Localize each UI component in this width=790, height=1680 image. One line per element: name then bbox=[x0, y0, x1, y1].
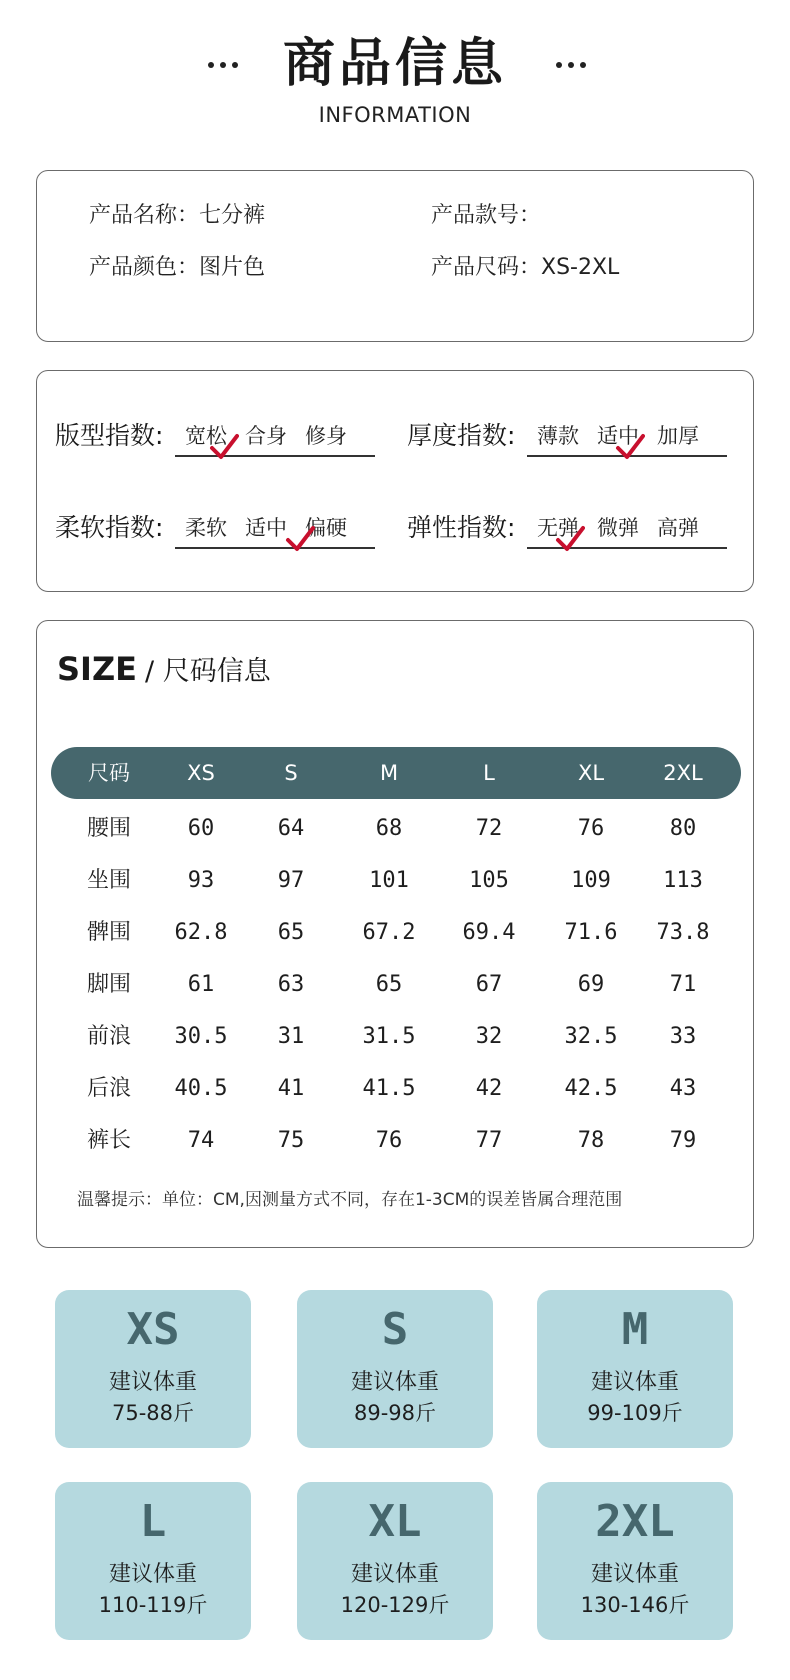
elasticity-index bbox=[407, 507, 737, 553]
table-cell: 76 bbox=[375, 1128, 403, 1153]
table-cell: 61 bbox=[187, 972, 215, 997]
table-cell: 32 bbox=[475, 1024, 503, 1049]
table-row bbox=[37, 907, 755, 959]
table-cell: 109 bbox=[571, 868, 611, 893]
table-cell: 101 bbox=[369, 868, 409, 893]
table-cell: 79 bbox=[669, 1128, 697, 1153]
weight-card bbox=[537, 1290, 733, 1448]
size-title-cn: / 尺码信息 bbox=[145, 656, 271, 687]
table-cell: 73.8 bbox=[656, 920, 710, 945]
product-style-number: 产品款号： bbox=[431, 203, 542, 228]
checkmark-icon bbox=[209, 433, 239, 461]
card-weight-range: 99-109斤 bbox=[587, 1401, 683, 1425]
table-cell: 30.5 bbox=[174, 1024, 228, 1049]
table-row bbox=[37, 855, 755, 907]
card-weight-caption: 建议体重 bbox=[350, 1562, 439, 1587]
thickness-index bbox=[407, 415, 737, 461]
thickness-index-label: 厚度指数: bbox=[407, 421, 516, 450]
header-cell: XL bbox=[577, 761, 605, 785]
table-cell: 41 bbox=[277, 1076, 305, 1101]
table-cell: 33 bbox=[669, 1024, 697, 1049]
table-cell: 80 bbox=[669, 816, 697, 841]
card-size-label: XS bbox=[126, 1304, 180, 1355]
table-cell: 69.4 bbox=[462, 920, 516, 945]
weight-card bbox=[297, 1290, 493, 1448]
header-cell: XS bbox=[187, 761, 215, 785]
table-cell: 69 bbox=[577, 972, 605, 997]
checkmark-icon bbox=[555, 525, 585, 553]
table-cell: 93 bbox=[187, 868, 215, 893]
fit-option-loose: 宽松 bbox=[185, 424, 227, 448]
row-label: 脚围 bbox=[86, 972, 132, 997]
table-cell: 72 bbox=[475, 816, 503, 841]
card-weight-caption: 建议体重 bbox=[590, 1370, 679, 1395]
table-row bbox=[37, 1115, 755, 1167]
header-cell: S bbox=[284, 761, 298, 785]
card-size-label: S bbox=[381, 1304, 409, 1355]
table-cell: 31.5 bbox=[362, 1024, 416, 1049]
card-weight-caption: 建议体重 bbox=[108, 1562, 197, 1587]
elasticity-option-slight: 微弹 bbox=[597, 516, 639, 540]
row-label: 腰围 bbox=[86, 816, 132, 841]
weight-card bbox=[55, 1482, 251, 1640]
table-cell: 76 bbox=[577, 816, 605, 841]
row-label: 前浪 bbox=[86, 1024, 132, 1049]
softness-index-label: 柔软指数: bbox=[55, 513, 164, 542]
card-weight-caption: 建议体重 bbox=[108, 1370, 197, 1395]
card-size-label: L bbox=[139, 1496, 167, 1547]
elasticity-index-label: 弹性指数: bbox=[407, 513, 516, 542]
card-weight-range: 130-146斤 bbox=[580, 1593, 690, 1617]
page-subtitle: INFORMATION bbox=[318, 103, 472, 127]
card-size-label: M bbox=[621, 1304, 649, 1355]
table-row bbox=[37, 1011, 755, 1063]
row-label: 坐围 bbox=[86, 868, 132, 893]
table-cell: 65 bbox=[375, 972, 403, 997]
softness-option-soft: 柔软 bbox=[185, 516, 227, 540]
header-cell: 2XL bbox=[663, 761, 703, 785]
row-label: 后浪 bbox=[86, 1076, 132, 1101]
table-cell: 105 bbox=[469, 868, 509, 893]
header-cell: 尺码 bbox=[88, 761, 130, 785]
table-cell: 43 bbox=[669, 1076, 697, 1101]
table-cell: 31 bbox=[277, 1024, 305, 1049]
elasticity-option-none: 无弹 bbox=[537, 516, 579, 540]
fit-index-label: 版型指数: bbox=[55, 421, 164, 450]
table-cell: 60 bbox=[187, 816, 215, 841]
table-cell: 65 bbox=[277, 920, 305, 945]
fit-index-underline bbox=[175, 455, 375, 457]
checkmark-icon bbox=[615, 433, 645, 461]
fabric-index-box bbox=[36, 370, 754, 592]
fit-index bbox=[55, 415, 375, 461]
product-info-box bbox=[36, 170, 754, 342]
table-cell: 68 bbox=[375, 816, 403, 841]
table-cell: 113 bbox=[663, 868, 703, 893]
measurement-tip: 温馨提示：单位：CM,因测量方式不同，存在1-3CM的误差皆属合理范围 bbox=[77, 1190, 623, 1210]
table-cell: 41.5 bbox=[362, 1076, 416, 1101]
card-size-label: XL bbox=[368, 1496, 422, 1547]
table-cell: 32.5 bbox=[564, 1024, 618, 1049]
table-cell: 97 bbox=[277, 868, 305, 893]
table-cell: 77 bbox=[475, 1128, 503, 1153]
table-row bbox=[37, 1063, 755, 1115]
table-cell: 74 bbox=[187, 1128, 215, 1153]
table-cell: 71.6 bbox=[564, 920, 618, 945]
table-cell: 63 bbox=[277, 972, 305, 997]
card-weight-range: 75-88斤 bbox=[111, 1401, 195, 1425]
size-title-en: SIZE bbox=[57, 650, 138, 688]
ellipsis-icon-right bbox=[556, 62, 586, 70]
softness-index bbox=[55, 507, 375, 553]
table-cell: 67 bbox=[475, 972, 503, 997]
size-chart-title bbox=[57, 649, 271, 695]
table-cell: 67.2 bbox=[362, 920, 416, 945]
softness-option-medium: 适中 bbox=[245, 516, 287, 540]
page-header bbox=[0, 28, 790, 128]
elasticity-option-high: 高弹 bbox=[657, 516, 699, 540]
softness-option-stiff: 偏硬 bbox=[305, 516, 347, 540]
thickness-option-thick: 加厚 bbox=[657, 424, 699, 448]
weight-card bbox=[537, 1482, 733, 1640]
checkmark-icon bbox=[285, 525, 315, 553]
card-weight-range: 89-98斤 bbox=[353, 1401, 437, 1425]
table-cell: 62.8 bbox=[174, 920, 228, 945]
softness-index-underline bbox=[175, 547, 375, 549]
fit-option-regular: 合身 bbox=[245, 424, 287, 448]
weight-card bbox=[297, 1482, 493, 1640]
header-cell: M bbox=[379, 761, 399, 785]
table-row bbox=[37, 803, 755, 855]
card-weight-range: 110-119斤 bbox=[98, 1593, 208, 1617]
table-cell: 71 bbox=[669, 972, 697, 997]
fit-option-slim: 修身 bbox=[305, 424, 347, 448]
size-table-header bbox=[51, 747, 741, 799]
header-cell: L bbox=[483, 761, 495, 785]
card-weight-caption: 建议体重 bbox=[350, 1370, 439, 1395]
card-size-label: 2XL bbox=[595, 1496, 675, 1547]
weight-card bbox=[55, 1290, 251, 1448]
thickness-option-thin: 薄款 bbox=[537, 424, 579, 448]
table-cell: 42.5 bbox=[564, 1076, 618, 1101]
product-color: 产品颜色：图片色 bbox=[89, 255, 266, 280]
page-title: 商品信息 bbox=[282, 34, 507, 94]
table-row bbox=[37, 959, 755, 1011]
table-cell: 78 bbox=[577, 1128, 605, 1153]
table-cell: 64 bbox=[277, 816, 305, 841]
table-cell: 40.5 bbox=[174, 1076, 228, 1101]
card-weight-range: 120-129斤 bbox=[340, 1593, 450, 1617]
card-weight-caption: 建议体重 bbox=[590, 1562, 679, 1587]
table-cell: 75 bbox=[277, 1128, 305, 1153]
row-label: 髀围 bbox=[86, 920, 132, 945]
product-size-range: 产品尺码：XS-2XL bbox=[431, 255, 620, 280]
thickness-option-medium: 适中 bbox=[597, 424, 639, 448]
row-label: 裤长 bbox=[86, 1128, 132, 1153]
table-cell: 42 bbox=[475, 1076, 503, 1101]
product-name: 产品名称：七分裤 bbox=[89, 203, 266, 228]
size-chart-box bbox=[36, 620, 754, 1248]
